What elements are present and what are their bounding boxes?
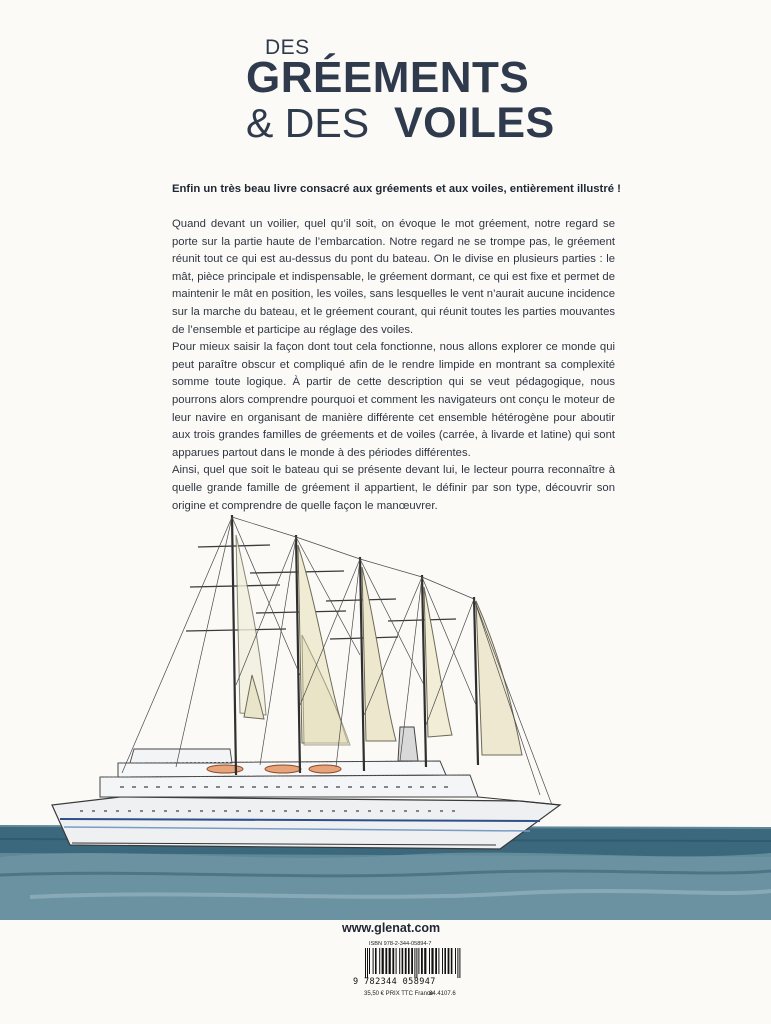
barcode-bar [438, 948, 439, 974]
sailing-ship-illustration [0, 505, 771, 920]
barcode-bar [414, 948, 415, 978]
barcode-image [363, 948, 463, 978]
barcode-bar [442, 948, 443, 974]
book-title [246, 36, 576, 156]
barcode-bar [379, 948, 380, 974]
title-line-1: DES [265, 36, 310, 59]
barcode-bar [457, 948, 458, 978]
barcode-bar [424, 948, 426, 974]
barcode-bar [418, 948, 419, 974]
title-line-3-bold: VOILES [394, 99, 555, 147]
barcode-bar [402, 948, 404, 974]
barcode-bar [369, 948, 370, 974]
barcode-digits: 9 782344 058947 [353, 977, 436, 987]
title-line-2: GRÉEMENTS [246, 53, 530, 102]
blurb-paragraph: Quand devant un voilier, quel qu’il soit, on évoque le mot gréement, notre regard se porte sur la partie haute de l’embarcation. Notre regard ne se trompe pas, le gréement réunit tout ce qui est au-dessus du pont du bateau. On le divise en plusieurs parties : le mât, pièce principale et indispensable, le gréement dormant, ce qui est fixe et permet de maintenir le mât en position, les voiles, sans lesquelles le vent n’aurait aucune incidence sur la marche du bateau, et le gréement courant, qui réunit toutes les parties mouvantes de l’ensemble et participe au réglage des voiles. [172, 218, 615, 336]
barcode-bar [389, 948, 391, 974]
barcode-bar [405, 948, 407, 974]
isbn-label: ISBN 978-2-344-05894-7 [369, 941, 432, 947]
barcode-bar [408, 948, 410, 974]
barcode-bar [421, 948, 423, 974]
blurb-paragraph: Pour mieux saisir la façon dont tout cela fonctionne, nous allons explorer ce monde qui peut paraître obscur et compliqué afin de le rendre limpide en montrant sa complexité somme toute logique. À partir de cette description qui se veut pédagogique, nous pourrons alors comprendre pourquoi et comment les navigateurs ont conçu le moteur de leur navire en organisant de manière différente cet ensemble hétérogène pour aboutir aux trois grandes familles de gréements et de voiles (carrée, à livarde et latine) qui sont apparues partout dans le monde à des périodes différentes. [172, 341, 615, 459]
barcode-bar [385, 948, 387, 974]
barcode-bar [365, 948, 366, 978]
barcode-bar [411, 948, 413, 974]
barcode-bar [444, 948, 446, 974]
barcode-bar [416, 948, 417, 978]
barcode-bar [455, 948, 456, 974]
barcode-bar [431, 948, 433, 974]
title-line-3-prefix: & DES [246, 100, 370, 146]
barcode-bar [429, 948, 430, 974]
barcode-bar [435, 948, 437, 974]
lead-sentence: Enfin un très beau livre consacré aux gréements et aux voiles, entièrement illustré ! [172, 183, 621, 195]
barcode-bar [382, 948, 384, 974]
barcode-bar [399, 948, 400, 974]
barcode-bar [392, 948, 394, 974]
barcode-bar [448, 948, 450, 974]
barcode-bar [396, 948, 397, 974]
price-label: 35,50 € PRIX TTC France [364, 991, 434, 997]
barcode-bar [373, 948, 374, 974]
barcode-bar [375, 948, 377, 974]
blurb-paragraph: Ainsi, quel que soit le bateau qui se présente devant lui, le lecteur pourra reconnaître à quelle grande famille de gréement il appartient, le définir par son type, découvrir son origine et comprendre de quelle façon le manœuvrer. [172, 464, 615, 512]
barcode-bar [451, 948, 453, 974]
publisher-website: www.glenat.com [342, 921, 441, 935]
barcode-bar [459, 948, 460, 978]
blurb [172, 216, 615, 515]
barcode-bar [367, 948, 368, 978]
product-code: 84.4107.6 [429, 991, 456, 997]
